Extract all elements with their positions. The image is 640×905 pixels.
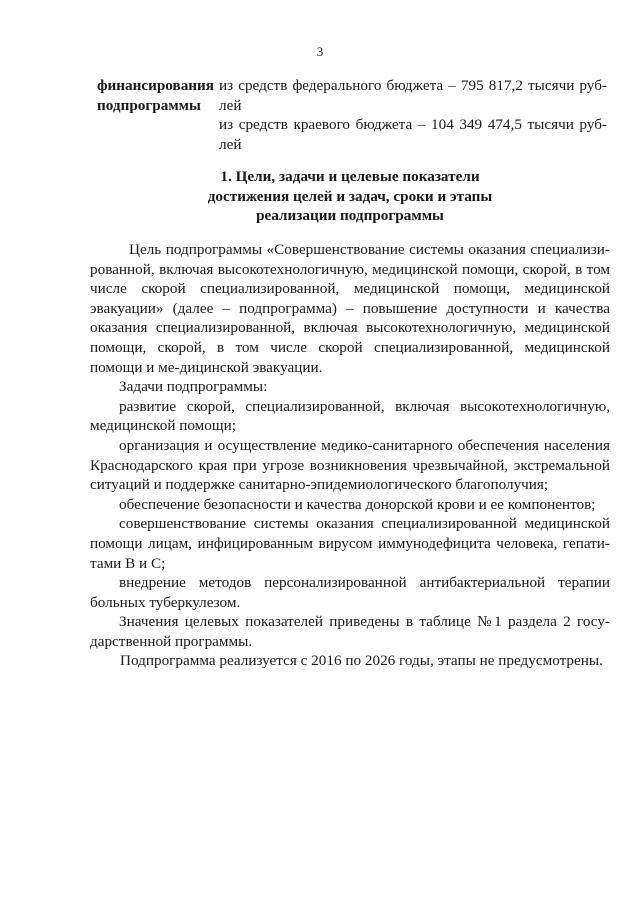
task-item: совершенствование системы оказания специализированной медицинской помощи лицам, инфицированным вирусом иммунодефицита человека, гепати-тами В и С; bbox=[90, 515, 610, 572]
financing-label-line2: подпрограммы bbox=[97, 96, 201, 114]
tasks-heading: Задачи подпрограммы: bbox=[119, 378, 268, 396]
indicators-paragraph: Значения целевых показателей приведены в таблице №1 раздела 2 госу-дарственной программы. bbox=[90, 613, 610, 650]
task-item: развитие скорой, специализированной, включая высокотехнологичную, медицинской помощи; bbox=[90, 397, 610, 435]
section-title bbox=[150, 167, 550, 226]
financing-block bbox=[97, 76, 607, 154]
federal-budget-amount: из средств федерального бюджета – 795 817,2 тысячи руб-лей bbox=[219, 77, 607, 114]
financing-values bbox=[219, 76, 607, 154]
page-number: 3 bbox=[316, 44, 324, 59]
section-title-line1: 1. Цели, задачи и целевые показатели bbox=[220, 168, 480, 185]
financing-label-line1: финансирования bbox=[97, 77, 215, 94]
period-paragraph: Подпрограмма реализуется с 2016 по 2026 годы, этапы не предусмотрены. bbox=[120, 652, 603, 670]
task-item: организация и осуществление медико-санитарного обеспечения населения Краснодарского края при угрозе возникновения чрезвычайной, экстремальной ситуаций и поддержке санитарно-эпидемиологического благополучия; bbox=[90, 436, 610, 494]
body-text bbox=[90, 240, 610, 671]
task-item: внедрение методов персонализированной антибактериальной терапии больных туберкулезом. bbox=[90, 574, 610, 611]
section-title-line2: достижения целей и задач, сроки и этапы bbox=[207, 187, 493, 205]
regional-budget-amount: из средств краевого бюджета – 104 349 474,5 тысячи руб-лей bbox=[219, 116, 607, 153]
goal-paragraph: Цель подпрограммы «Совершенствование системы оказания специализи-рованной, включая высокотехнологичную, медицинской помощи, скорой, в том числе скорой специализированной, медицинской помощи, медицинской эвакуации» (далее – подпрограмма) – повышение доступности и качества оказания специализированной, включая высокотехнологичную, медицинской помощи, скорой, в том числе скорой специализированной, медицинской помощи и ме-дицинской эвакуации. bbox=[90, 241, 610, 376]
financing-label bbox=[97, 76, 219, 154]
task-item: обеспечение безопасности и качества донорской крови и ее компонентов; bbox=[119, 495, 596, 513]
section-title-line3: реализации подпрограммы bbox=[256, 207, 444, 224]
